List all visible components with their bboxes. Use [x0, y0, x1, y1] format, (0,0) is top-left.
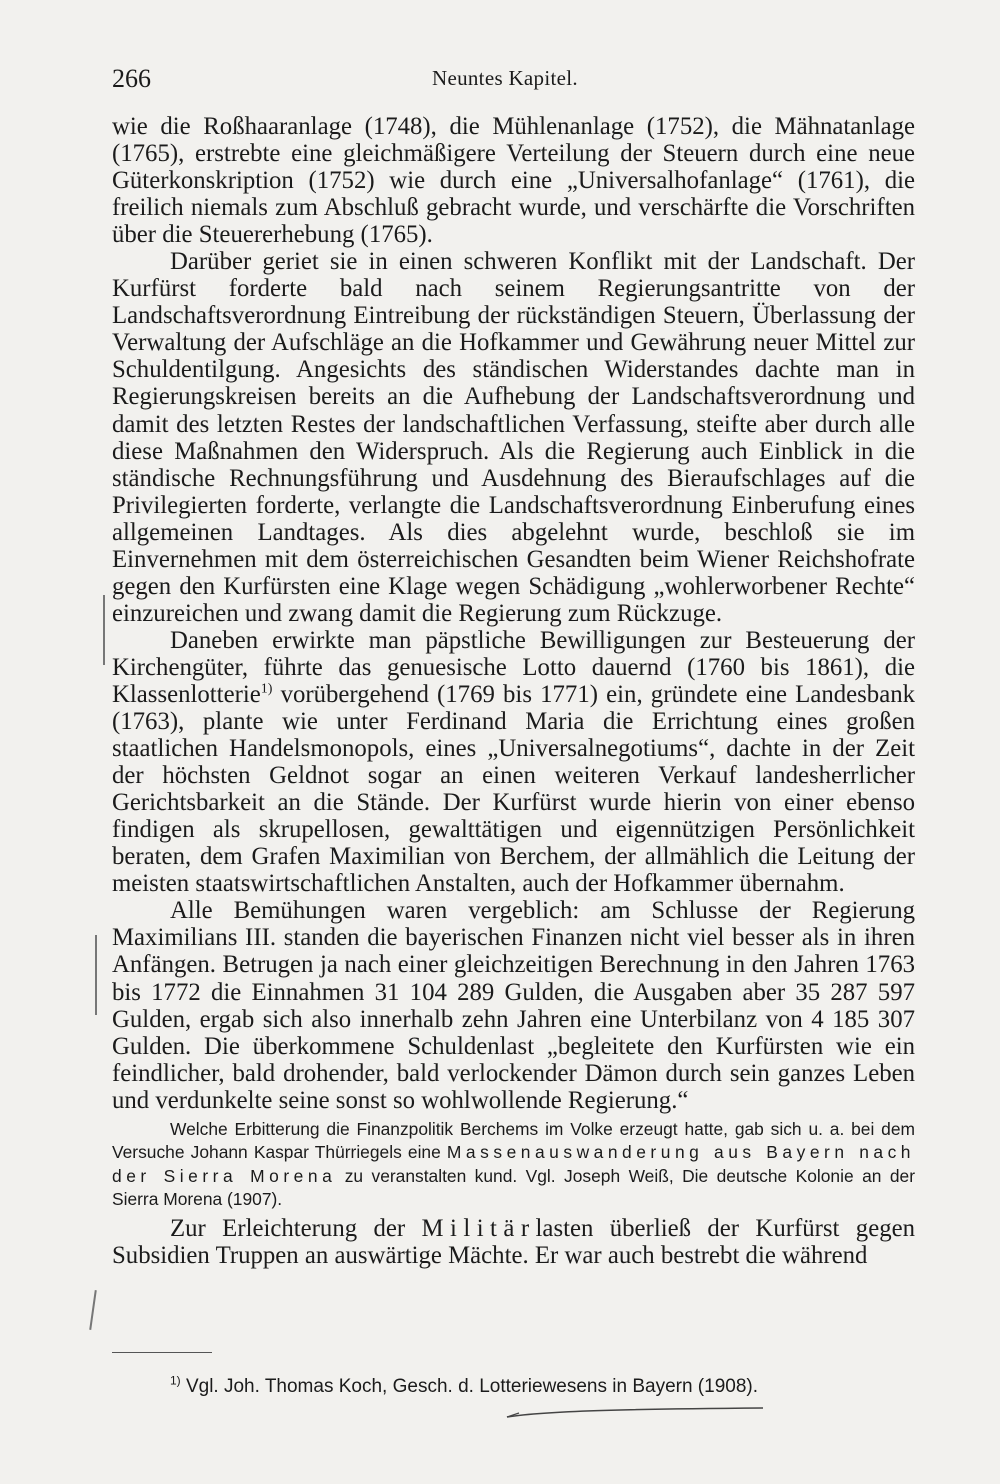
footnote-reference: 1) [260, 681, 273, 697]
footnote-text: Vgl. Joh. Thomas Koch, Gesch. d. Lotteriewesens in Bayern (1908). [180, 1376, 759, 1397]
margin-pencil-mark-1 [103, 595, 105, 665]
footnote-marker: 1) [170, 1373, 181, 1388]
body-text [112, 113, 915, 1269]
paragraph-3-rest: vorübergehend (1769 bis 1771) ein, gründete eine Landesbank (1763), plante wie unter Ferdinand Maria die Errichtung eines großen staatlichen Handelsmonopols, eines „Universalnegotiums“, dachte in der Zeit der höchsten Geldnot sogar an einen weiteren Verkauf landesherrlicher Gerichtsbarkeit an die Stände. Der Kurfürst wurde hierin von einer ebenso findigen als skrupellosen, gewalttätigen und eigennützigen Persönlichkeit beraten, dem Grafen Maximilian von Berchem, der allmählich die Leitung der meisten staatswirtschaftlichen Anstalten, auch der Hofkammer übernahm. [112, 680, 915, 898]
paragraph-4: Alle Bemühungen waren vergeblich: am Schlusse der Regierung Maximilians III. standen die bayerischen Finanzen nicht viel besser als in ihren Anfängen. Betrugen ja nach einer gleichzeitigen Berechnung in den Jahren 1763 bis 1772 die Einnahmen 31 104 289 Gulden, die Ausgaben aber 35 287 597 Gulden, ergab sich also innerhalb zehn Jahren eine Unterbilanz von 4 185 307 Gulden. Die überkommene Schuldenlast „begleitete den Kurfürsten wie ein feindlicher, bald drohender, bald verlockender Dämon durch sein ganzes Leben und verdunkelte seine sonst so wohlwollende Regierung.“ [112, 897, 915, 1114]
paragraph-5 [112, 1215, 915, 1269]
margin-pencil-mark-2 [95, 935, 97, 1015]
page-number: 266 [112, 64, 151, 93]
paragraph-1: wie die Roßhaaranlage (1748), die Mühlenanlage (1752), die Mähnatanlage (1765), erstrebte eine gleichmäßigere Verteilung der Steuern durch eine neue Güterkonskription (1752) wie durch eine „Universalhofanlage“ (1761), die freilich niemals zum Abschluß gebracht wurde, und verschärfte die Vorschriften über die Steuererhebung (1765). [112, 113, 915, 249]
paragraph-2: Darüber geriet sie in einen schweren Konflikt mit der Landschaft. Der Kurfürst forderte bald nach seinem Regierungsantritte von der Landschaftsverordnung Eintreibung der rückständigen Steuern, Überlassung der Verwaltung der Aufschläge an die Hofkammer und Gewährung neuer Mittel zur Schuldentilgung. Angesichts des ständischen Widerstandes dachte man in Regierungskreisen bereits an die Aufhebung der Landschaftsverordnung und damit des letzten Restes der landschaftlichen Verfassung, steifte aber durch alle diese Maßnahmen den Widerspruch. Als die Regierung auch Einblick in die ständische Rechnungsführung und Ausdehnung des Bieraufschlages auf die Privilegierten forderte, verlangte die Landschaftsverordnung Einberufung eines allgemeinen Landtages. Als dies abgelehnt wurde, beschloß sie im Einvernehmen mit dem österreichischen Gesandten beim Wiener Reichshofrate gegen den Kurfürsten eine Klage wegen Schädigung „wohlerworbener Rechte“ einzureichen und zwang damit die Regierung zum Rückzuge. [112, 248, 915, 627]
footnote-rule [112, 1352, 212, 1353]
small-note-spaced: Massenauswanderung aus Bayern nach der Sierra Morena [112, 1142, 915, 1186]
paragraph-5-spaced: Militär [421, 1215, 536, 1243]
paragraph-5-part1: Zur Erleichterung der [170, 1215, 422, 1243]
pencil-underline-mark [505, 1405, 765, 1421]
page-header [112, 64, 915, 98]
footnote [170, 1375, 930, 1399]
paragraph-3 [112, 627, 915, 897]
margin-pencil-mark-3 [89, 1290, 97, 1330]
small-note-part2: zu veranstalten kund. Vgl. Joseph Weiß, Die deutsche Kolonie an der Sierra Morena (1907). [112, 1165, 915, 1209]
paragraph-3-start: Daneben erwirkte man päpstliche Bewilligungen zur Besteuerung der Kirchengüter, führte das genuesische Lotto dauernd (1760 bis 1861), die Klassenlotterie [112, 626, 915, 708]
small-print-note [112, 1118, 915, 1212]
paragraph-5-part2: lasten überließ der Kurfürst gegen Subsidien Truppen an auswärtige Mächte. Er war auch bestrebt die während [112, 1215, 915, 1270]
small-note-part1: Welche Erbitterung die Finanzpolitik Berchems im Volke erzeugt hatte, gab sich u. a. bei dem Versuche Johann Kaspar Thürriegels eine [112, 1118, 915, 1163]
running-head: Neuntes Kapitel. [432, 66, 578, 90]
